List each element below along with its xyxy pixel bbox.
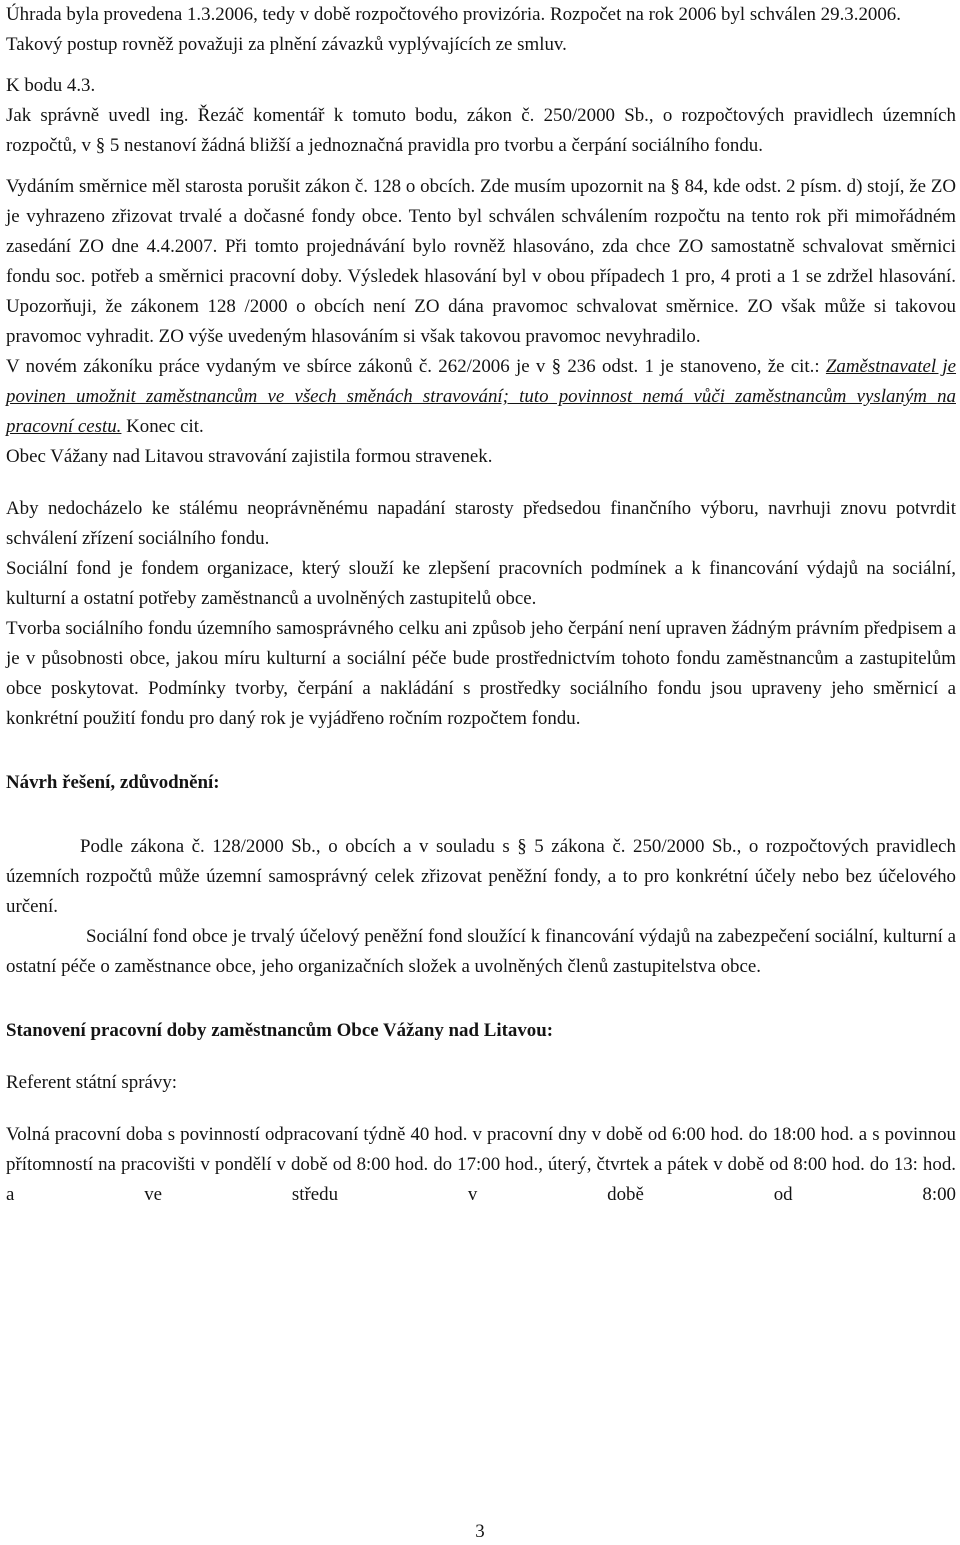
paragraph-meal-vouchers: Obec Vážany nad Litavou stravování zajistila formou stravenek.	[6, 446, 493, 467]
paragraph-role: Referent státní správy:	[6, 1072, 178, 1093]
heading-proposal: Návrh řešení, zdůvodnění:	[6, 772, 220, 793]
paragraph-law: Podle zákona č. 128/2000 Sb., o obcích a v souladu s § 5 zákona č. 250/2000 Sb., o rozpočtových pravidlech územních rozpočtů může územní samosprávný celek zřizovat peněžní fondy, a to pro konkrétní účely nebo bez účelového určení.	[6, 836, 956, 917]
paragraph-payment: Úhrada byla provedena 1.3.2006, tedy v době rozpočtového provizória. Rozpočet na rok 2006 byl schválen 29.3.2006.	[6, 4, 901, 25]
paragraph-working-hours: Volná pracovní doba s povinností odpracovaní týdně 40 hod. v pracovní dny v době od 6:00 hod. do 18:00 hod. a s povinnou přítomností na pracovišti v pondělí v době od 8:00 hod. do 17:00 hod., úterý, čtvrtek a pátek v době od 8:00 hod. do 13: hod. a ve středu v době od 8:00	[6, 1124, 956, 1205]
paragraph-proposal: Aby nedocházelo ke stálému neoprávněnému napadání starosty předsedou finančního výboru, navrhuji znovu potvrdit schválení zřízení sociálního fondu.	[6, 498, 956, 549]
citation-end: Konec cit.	[121, 416, 204, 437]
paragraph-procedure: Takový postup rovněž považuji za plnění závazků vyplývajících ze smluv.	[6, 34, 567, 55]
page-number: 3	[475, 1521, 485, 1542]
paragraph-comment: Jak správně uvedl ing. Řezáč komentář k tomuto bodu, zákon č. 250/2000 Sb., o rozpočtových pravidlech územních rozpočtů, v § 5 nestanoví žádná bližší a jednoznačná pravidla pro tvorbu a čerpání sociálního fondu.	[6, 105, 956, 156]
heading-working-hours: Stanovení pracovní doby zaměstnancům Obce Vážany nad Litavou:	[6, 1020, 554, 1041]
section-label: K bodu 4.3.	[6, 75, 96, 96]
citation-text: Zaměstnavatel je povinen umožnit zaměstnancům ve všech směnách stravování; tuto povinnost nemá vůči zaměstnancům vyslaným na pracovní cestu.	[6, 356, 957, 437]
paragraph-fund-definition: Sociální fond je fondem organizace, který slouží ke zlepšení pracovních podmínek a k financování výdajů na sociální, kulturní a ostatní potřeby zaměstnanců a uvolněných zastupitelů obce.	[6, 558, 956, 609]
paragraph-social-fund: Sociální fond obce je trvalý účelový peněžní fond sloužící k financování výdajů na zabezpečení sociální, kulturní a ostatní péče o zaměstnance obce, jeho organizačních složek a uvolněných členů zastupitelstva obce.	[6, 926, 956, 977]
paragraph-directive: Vydáním směrnice měl starosta porušit zákon č. 128 o obcích. Zde musím upozornit na § 84, kde odst. 2 písm. d) stojí, že ZO je vyhrazeno zřizovat trvalé a dočasné fondy obce. Tento byl schválen schválením rozpočtu na tento rok při mimořádném zasedání ZO dne 4.4.2007. Při tomto projednávání bylo rovněž hlasováno, zda chce ZO samostatně schvalovat směrnici fondu soc. potřeb a směrnici pracovní doby. Výsledek hlasování byl v obou případech 1 pro, 4 proti a 1 se zdržel hlasování. Upozorňuji, že zákonem 128 /2000 o obcích není ZO dána pravomoc schvalovat směrnice. ZO však může si takovou pravomoc vyhradit. ZO výše uvedeným hlasováním si však takovou pravomoc nevyhradilo.	[6, 176, 956, 347]
document-page	[6, 0, 956, 1210]
paragraph-fund-creation: Tvorba sociálního fondu územního samosprávného celku ani způsob jeho čerpání není upraven žádným právním předpisem a je v působnosti obce, jakou míru kulturní a sociální péče bude prostřednictvím tohoto fondu zaměstnancům a zastupitelům obce poskytovat. Podmínky tvorby, čerpání a nakládání s prostředky sociálního fondu jsou upraveny jeho směrnicí a konkrétní použití fondu pro daný rok je vyjádřeno ročním rozpočtem fondu.	[6, 618, 956, 729]
labour-code-intro: V novém zákoníku práce vydaným ve sbírce zákonů č. 262/2006 je v § 236 odst. 1 je stanoveno, že cit.:	[6, 356, 826, 377]
paragraph-labour-code	[6, 352, 956, 442]
